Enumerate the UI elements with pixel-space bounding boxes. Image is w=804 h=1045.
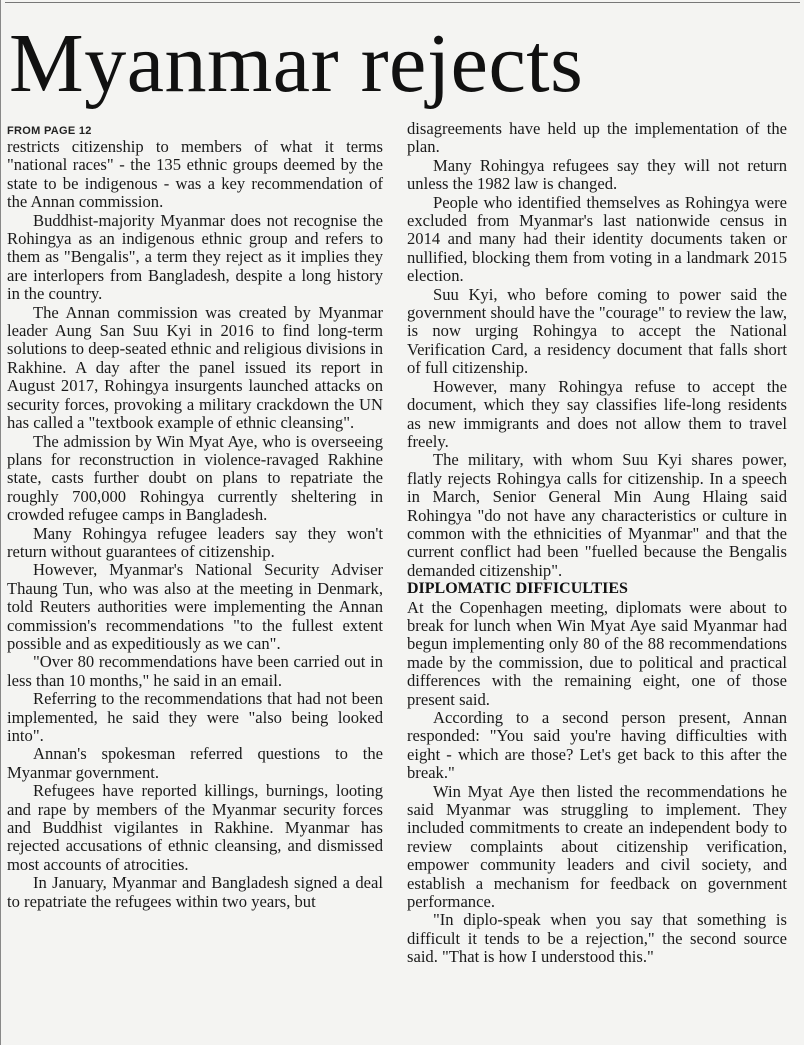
headline: Myanmar rejects bbox=[9, 17, 584, 110]
paragraph: restricts citizenship to members of what it terms "national races" - the 135 ethnic groups deemed by the state to be indigenous - was a key recommendation of the Annan commission. bbox=[7, 137, 383, 212]
paragraph: Suu Kyi, who before coming to power said the government should have the "courage" to review the law, is now urging Rohingya to accept the National Verification Card, a residency document that falls short of full citizenship. bbox=[407, 284, 787, 378]
top-rule bbox=[5, 2, 800, 3]
paragraph: Referring to the recommendations that had not been implemented, he said they were "also being looked into". bbox=[7, 689, 383, 745]
right-column bbox=[407, 120, 787, 967]
paragraph: Refugees have reported killings, burnings, looting and rape by members of the Myanmar security forces and Buddhist vigilantes in Rakhine. Myanmar has rejected accusations of ethnic cleansing, and dismissed most accounts of atrocities. bbox=[7, 781, 383, 874]
paragraph: The admission by Win Myat Aye, who is overseeing plans for reconstruction in violence-ravaged Rakhine state, casts further doubt on plans to repatriate the roughly 700,000 Rohingya currently sheltering in crowded refugee camps in Bangladesh. bbox=[7, 431, 383, 525]
paragraph: At the Copenhagen meeting, diplomats were about to break for lunch when Win Myat Aye said Myanmar had begun implementing only 80 of the 88 recommendations made by the commission, due to political and practical differences with the remaining eight, one of those present said. bbox=[407, 597, 787, 709]
paragraph: However, Myanmar's National Security Adviser Thaung Tun, who was also at the meeting in Denmark, told Reuters authorities were implementing the Annan commission's recommendations "to the fullest extent possible and as expeditiously as we can". bbox=[7, 560, 383, 653]
continuation-kicker: FROM PAGE 12 bbox=[7, 125, 92, 137]
paragraph: Annan's spokesman referred questions to the Myanmar government. bbox=[7, 744, 383, 782]
paragraph: "In diplo-speak when you say that something is difficult it tends to be a rejection," the second source said. "That is how I understood this." bbox=[407, 910, 787, 967]
paragraph: disagreements have held up the implementation of the plan. bbox=[407, 119, 787, 157]
paragraph: The Annan commission was created by Myanmar leader Aung San Suu Kyi in 2016 to find long-term solutions to deep-seated ethnic and religious divisions in Rakhine. A day after the panel issued its report in August 2017, Rohingya insurgents launched attacks on security forces, provoking a military crackdown the UN has called a "textbook example of ethnic cleansing". bbox=[7, 302, 383, 433]
left-column bbox=[7, 120, 383, 911]
paragraph: Many Rohingya refugee leaders say they won't return without guarantees of citizenship. bbox=[7, 523, 383, 561]
paragraph: Win Myat Aye then listed the recommendations he said Myanmar was struggling to implement. They included commitments to create an independent body to review complaints about citizenship verification, empower community leaders and civil society, and establish a mechanism for feedback on government performance. bbox=[407, 781, 787, 912]
paragraph: People who identified themselves as Rohingya were excluded from Myanmar's last nationwide census in 2014 and many had their identity documents taken or nullified, blocking them from voting in a landmark 2015 election. bbox=[407, 192, 787, 286]
paragraph: The military, with whom Suu Kyi shares power, flatly rejects Rohingya calls for citizenship. In a speech in March, Senior General Min Aung Hlaing said Rohingya "do not have any characteristics or culture in common with the ethnicities of Myanmar" and that the current conflict had been "fuelled because the Bengalis demanded citizenship". bbox=[407, 450, 787, 580]
section-subhead: DIPLOMATIC DIFFICULTIES bbox=[407, 580, 628, 598]
paragraph: In January, Myanmar and Bangladesh signed a deal to repatriate the refugees within two years, but bbox=[7, 873, 383, 911]
paragraph: Many Rohingya refugees say they will not return unless the 1982 law is changed. bbox=[407, 155, 787, 194]
paragraph: According to a second person present, Annan responded: "You said you're having difficulties with eight - which are those? Let's get back to this after the break." bbox=[407, 708, 787, 783]
paragraph: "Over 80 recommendations have been carried out in less than 10 months," he said in an email. bbox=[7, 652, 383, 690]
paragraph: However, many Rohingya refuse to accept the document, which they say classifies life-long residents as new immigrants and does not allow them to travel freely. bbox=[407, 376, 787, 451]
paragraph: Buddhist-majority Myanmar does not recognise the Rohingya as an indigenous ethnic group and refers to them as "Bengalis", a term they reject as it implies they are interlopers from Bangladesh, despite a long history in the country. bbox=[7, 210, 383, 304]
